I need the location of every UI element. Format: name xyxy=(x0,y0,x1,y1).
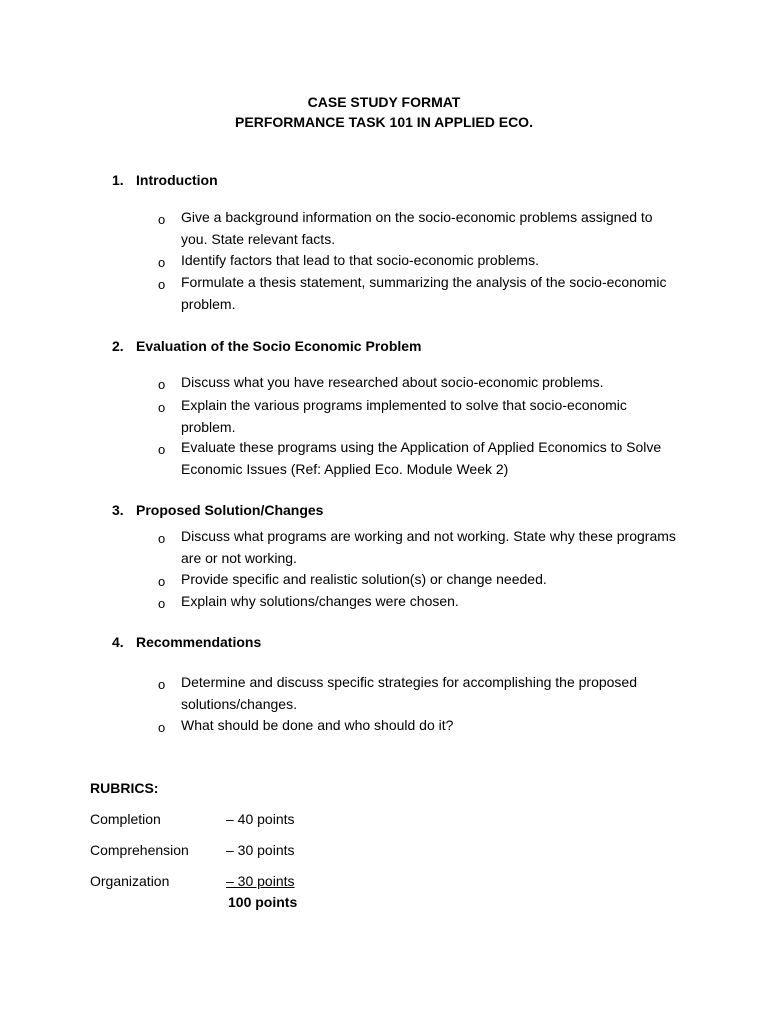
rubric-points-completion: – 40 points xyxy=(226,811,295,827)
section-4-bullet-1: Determine and discuss specific strategies for accomplishing the proposed solutions/changes. xyxy=(181,674,638,712)
section-2-title: Evaluation of the Socio Economic Problem xyxy=(136,338,422,354)
section-2-number: 2. xyxy=(112,338,124,354)
bullet-marker: o xyxy=(158,212,166,227)
section-3-bullet-2: Provide specific and realistic solution(s) or change needed. xyxy=(181,571,547,587)
section-3-title: Proposed Solution/Changes xyxy=(136,502,324,518)
rubric-label-organization: Organization xyxy=(90,873,170,889)
section-1-bullet-3: Formulate a thesis statement, summarizing the analysis of the socio-economic problem. xyxy=(181,274,667,312)
section-1-number: 1. xyxy=(112,172,124,188)
section-2-bullet-1: Discuss what you have researched about socio-economic problems. xyxy=(181,374,604,390)
rubric-points-comprehension: – 30 points xyxy=(226,842,295,858)
section-2-bullet-3: Evaluate these programs using the Application of Applied Economics to Solve Economic Issues (Ref: Applied Eco. Module Week 2) xyxy=(181,439,662,477)
bullet-marker: o xyxy=(158,531,166,546)
section-3-bullet-3: Explain why solutions/changes were chosen. xyxy=(181,593,459,609)
bullet-marker: o xyxy=(158,720,166,735)
bullet-marker: o xyxy=(158,442,166,457)
document-title: CASE STUDY FORMAT xyxy=(307,94,461,110)
section-1-title: Introduction xyxy=(136,172,218,188)
section-4-title: Recommendations xyxy=(136,634,262,650)
rubric-points-organization: – 30 points xyxy=(226,873,295,889)
section-1-bullet-2: Identify factors that lead to that socio-economic problems. xyxy=(181,252,539,268)
bullet-marker: o xyxy=(158,574,166,589)
bullet-marker: o xyxy=(158,277,166,292)
section-3-number: 3. xyxy=(112,502,124,518)
section-4-bullet-2: What should be done and who should do it? xyxy=(181,717,454,733)
rubrics-heading: RUBRICS: xyxy=(90,780,159,796)
document-subtitle: PERFORMANCE TASK 101 IN APPLIED ECO. xyxy=(235,114,533,130)
bullet-marker: o xyxy=(158,400,166,415)
rubric-total: 100 points xyxy=(228,894,298,910)
rubric-label-completion: Completion xyxy=(90,811,161,827)
section-4-number: 4. xyxy=(112,634,124,650)
bullet-marker: o xyxy=(158,377,166,392)
section-1-bullet-1: Give a background information on the socio-economic problems assigned to you. State relevant facts. xyxy=(181,209,653,247)
rubric-label-comprehension: Comprehension xyxy=(90,842,189,858)
section-3-bullet-1: Discuss what programs are working and not working. State why these programs are or not working. xyxy=(181,528,676,566)
bullet-marker: o xyxy=(158,255,166,270)
bullet-marker: o xyxy=(158,596,166,611)
section-2-bullet-2: Explain the various programs implemented to solve that socio-economic problem. xyxy=(181,397,627,435)
bullet-marker: o xyxy=(158,677,166,692)
